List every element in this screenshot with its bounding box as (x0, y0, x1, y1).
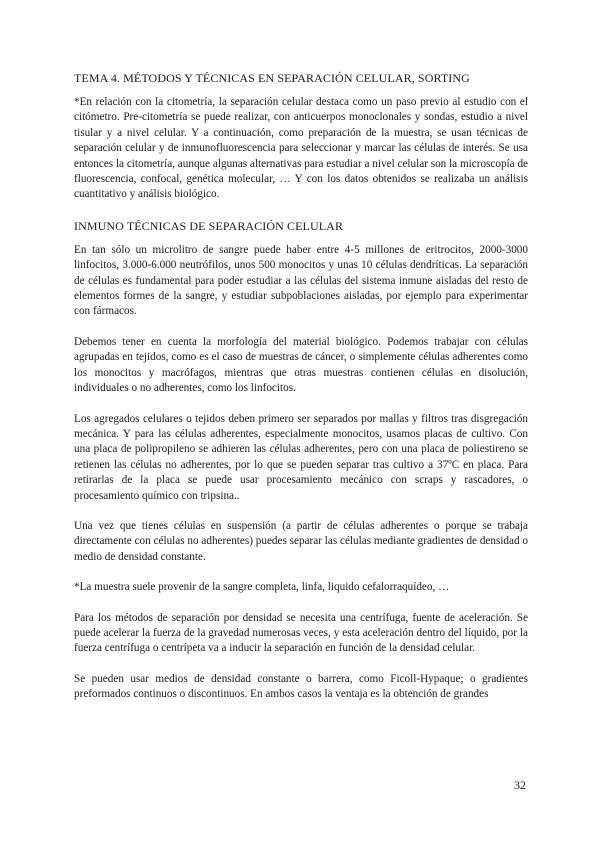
intro-paragraph: *En relación con la citometría, la separación celular destaca como un paso previo al estudio con el citómetro. Pre-citometría se puede realizar, con anticuerpos monoclonales y sondas, estudio a nivel tisular y a nivel celular. Y a continuación, como preparación de la muestra, se usan técnicas de separación celular y de inmunofluorescencia para seleccionar y marcar las células de interés. Se usa entonces la citometría, aunque algunas alternativas para estudiar a nivel celular son la microscopía de fluorescencia, confocal, genética molecular, … Y con los datos obtenidos se realizaba un análisis cuantitativo y análisis biológico. (74, 96, 528, 201)
paragraph: Los agregados celulares o tejidos deben primero ser separados por mallas y filtros tras disgregación mecánica. Y para las células adherentes, especialmente monocitos, usamos placas de cultivo. Con una placa de polipropileno se adhieren las células adherentes, pero con una placa de poliestireno se retienen las células no adherentes, por lo que se pueden separar tras cultivo a 37ºC en placa. Para retirarlas de la placa se puede usar procesamiento mecánico con scraps y rascadores, o procesamiento químico con tripsina.. (74, 412, 528, 502)
page-title: TEMA 4. MÉTODOS Y TÉCNICAS EN SEPARACIÓN CELULAR, SORTING (74, 71, 470, 85)
paragraph: Debemos tener en cuenta la morfología del material biológico. Podemos trabajar con células agrupadas en tejidos, como es el caso de muestras de cáncer, o simplemente células adherentes como los monocitos y macrófagos, mientras que otras muestras contienen células en disolución, individuales o no adherentes, como los linfocitos. (74, 335, 528, 395)
note-paragraph: *La muestra suele provenir de la sangre completa, linfa, liquido cefalorraquídeo, … (74, 581, 450, 594)
page-content (74, 70, 528, 718)
paragraph: En tan sólo un microlitro de sangre puede haber entre 4-5 millones de eritrocitos, 2000-3000 linfocitos, 3.000-6.000 neutrófilos, unos 500 monocitos y unas 10 células dendríticas. La separación de células es fundamental para poder estudiar a las células del sistema inmune aisladas del resto de elementos formes de la sangre, y estudiar subpoblaciones aisladas, por ejemplo para experimentar con fármacos. (74, 243, 528, 318)
paragraph: Una vez que tienes células en suspensión (a partir de células adherentes o porque se trabaja directamente con células no adherentes) puedes separar las células mediante gradientes de densidad o medio de densidad constante. (74, 519, 528, 563)
paragraph: Se pueden usar medios de densidad constante o barrera, como Ficoll-Hypaque; o gradientes preformados continuos o discontinuos. En ambos casos la ventaja es la obtención de grandes (74, 672, 528, 701)
section-heading: INMUNO TÉCNICAS DE SEPARACIÓN CELULAR (74, 218, 344, 233)
paragraph: Para los métodos de separación por densidad se necesita una centrífuga, fuente de aceleración. Se puede acelerar la fuerza de la gravedad numerosas veces, y esta aceleración dentro del líquido, por la fuerza centrífuga o centrípeta va a inducir la separación en función de la densidad celular. (74, 611, 528, 655)
page-number: 32 (514, 778, 526, 792)
